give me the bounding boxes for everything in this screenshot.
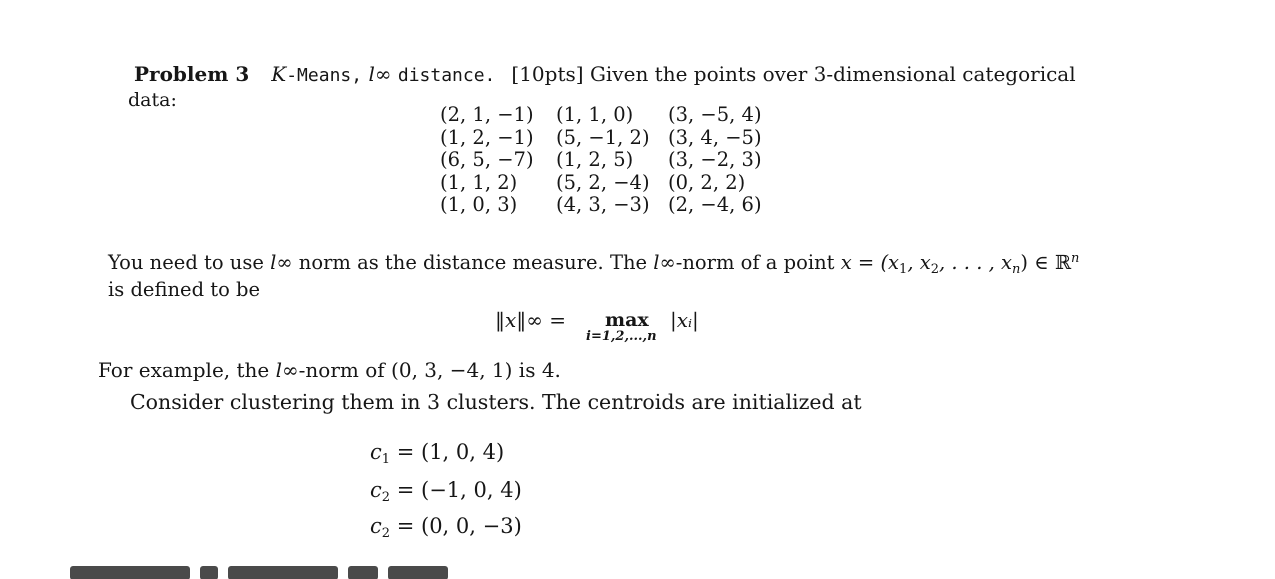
example-prefix: For example, the — [98, 358, 270, 382]
intro-continuation: data: — [128, 89, 177, 111]
cutoff-glyph-block — [70, 566, 190, 579]
points-badge: [10pts] — [511, 62, 584, 86]
point-cell: (3, −2, 3) — [668, 148, 762, 171]
table-row — [440, 149, 762, 172]
cutoff-glyph-block — [388, 566, 448, 579]
centroid-1 — [370, 440, 505, 467]
table-row — [440, 194, 762, 217]
norm-formula-lhs: ‖x‖∞ = — [495, 308, 567, 332]
intro-text: Given the points over 3-dimensional categorical — [589, 62, 1076, 86]
norm-paragraph-line2: is defined to be — [108, 278, 261, 301]
centroid-var: c — [370, 514, 382, 538]
tuple-close: ) — [1020, 251, 1028, 274]
centroid-3 — [370, 514, 522, 541]
centroid-sub: 2 — [381, 526, 391, 541]
consider-line: Consider clustering them in 3 clusters. The centroids are initialized at — [130, 390, 862, 414]
point-cell: (2, 1, −1) — [440, 103, 534, 126]
norm-paragraph-line1 — [108, 251, 1080, 277]
point-cell: (2, −4, 6) — [668, 193, 762, 216]
point-cell: (3, −5, 4) — [668, 103, 762, 126]
max-subscript: i=1,2,...,n — [586, 329, 657, 344]
point-cell: (5, 2, −4) — [556, 170, 650, 194]
point-cell: (1, 2, −1) — [440, 125, 534, 149]
x-variable: x — [840, 251, 852, 274]
problem-header — [134, 62, 1076, 86]
example-line — [98, 358, 561, 382]
subscript-2: 2 — [930, 262, 940, 277]
subscript-1: 1 — [899, 262, 908, 277]
point-cell: (6, 5, −7) — [440, 148, 534, 171]
norm-text-c: -norm of a point — [675, 251, 835, 274]
centroid-value: = (0, 0, −3) — [396, 514, 522, 538]
example-suffix: -norm of (0, 3, −4, 1) is 4. — [298, 358, 561, 382]
norm-formula-rhs: |xᵢ| — [670, 308, 699, 332]
max-operator: max — [605, 309, 649, 331]
centroid-var: c — [370, 440, 382, 464]
point-cell: (3, 4, −5) — [668, 125, 762, 149]
table-row — [440, 104, 762, 127]
centroid-value: = (1, 0, 4) — [396, 440, 505, 464]
problem-title-means: -Means, — [286, 65, 363, 86]
point-cell: (1, 0, 3) — [440, 193, 518, 216]
centroid-value: = (−1, 0, 4) — [396, 478, 522, 502]
norm-text-a: You need to use — [108, 251, 264, 274]
cutoff-next-line — [70, 565, 490, 579]
tuple-sep-1: , x — [907, 251, 931, 274]
problem-label: Problem 3 — [134, 62, 250, 86]
in-reals: ∈ ℝ — [1034, 251, 1072, 274]
point-cell: (1, 2, 5) — [556, 148, 634, 171]
table-row — [440, 172, 762, 195]
centroid-2 — [370, 478, 522, 505]
point-cell: (1, 1, 0) — [556, 103, 634, 126]
tuple-sep-2: , . . . , x — [939, 251, 1012, 274]
centroid-var: c — [370, 478, 382, 502]
tuple-open: (x — [880, 251, 900, 274]
norm-text-b: norm as the distance measure. The — [298, 251, 648, 274]
cutoff-glyph-block — [200, 566, 218, 579]
table-row — [440, 127, 762, 150]
linf-symbol: l∞ — [275, 358, 299, 382]
linf-symbol: l∞ — [653, 251, 676, 274]
superscript-n: n — [1071, 251, 1080, 266]
point-cell: (1, 1, 2) — [440, 170, 518, 194]
point-cell: (5, −1, 2) — [556, 125, 650, 149]
point-cell: (0, 2, 2) — [668, 170, 746, 194]
point-cell: (4, 3, −3) — [556, 193, 650, 216]
linf-symbol: l∞ — [270, 251, 293, 274]
cutoff-glyph-block — [348, 566, 378, 579]
points-table — [440, 104, 762, 217]
equals-sign: = — [857, 251, 875, 274]
cutoff-glyph-block — [228, 566, 338, 579]
subscript-n: n — [1012, 262, 1021, 277]
problem-title-distance: distance. — [397, 65, 496, 86]
centroid-sub: 2 — [381, 490, 391, 505]
centroid-sub: 1 — [381, 452, 391, 467]
problem-title-k: K — [271, 62, 287, 86]
problem-title-linf: l∞ — [368, 62, 392, 86]
